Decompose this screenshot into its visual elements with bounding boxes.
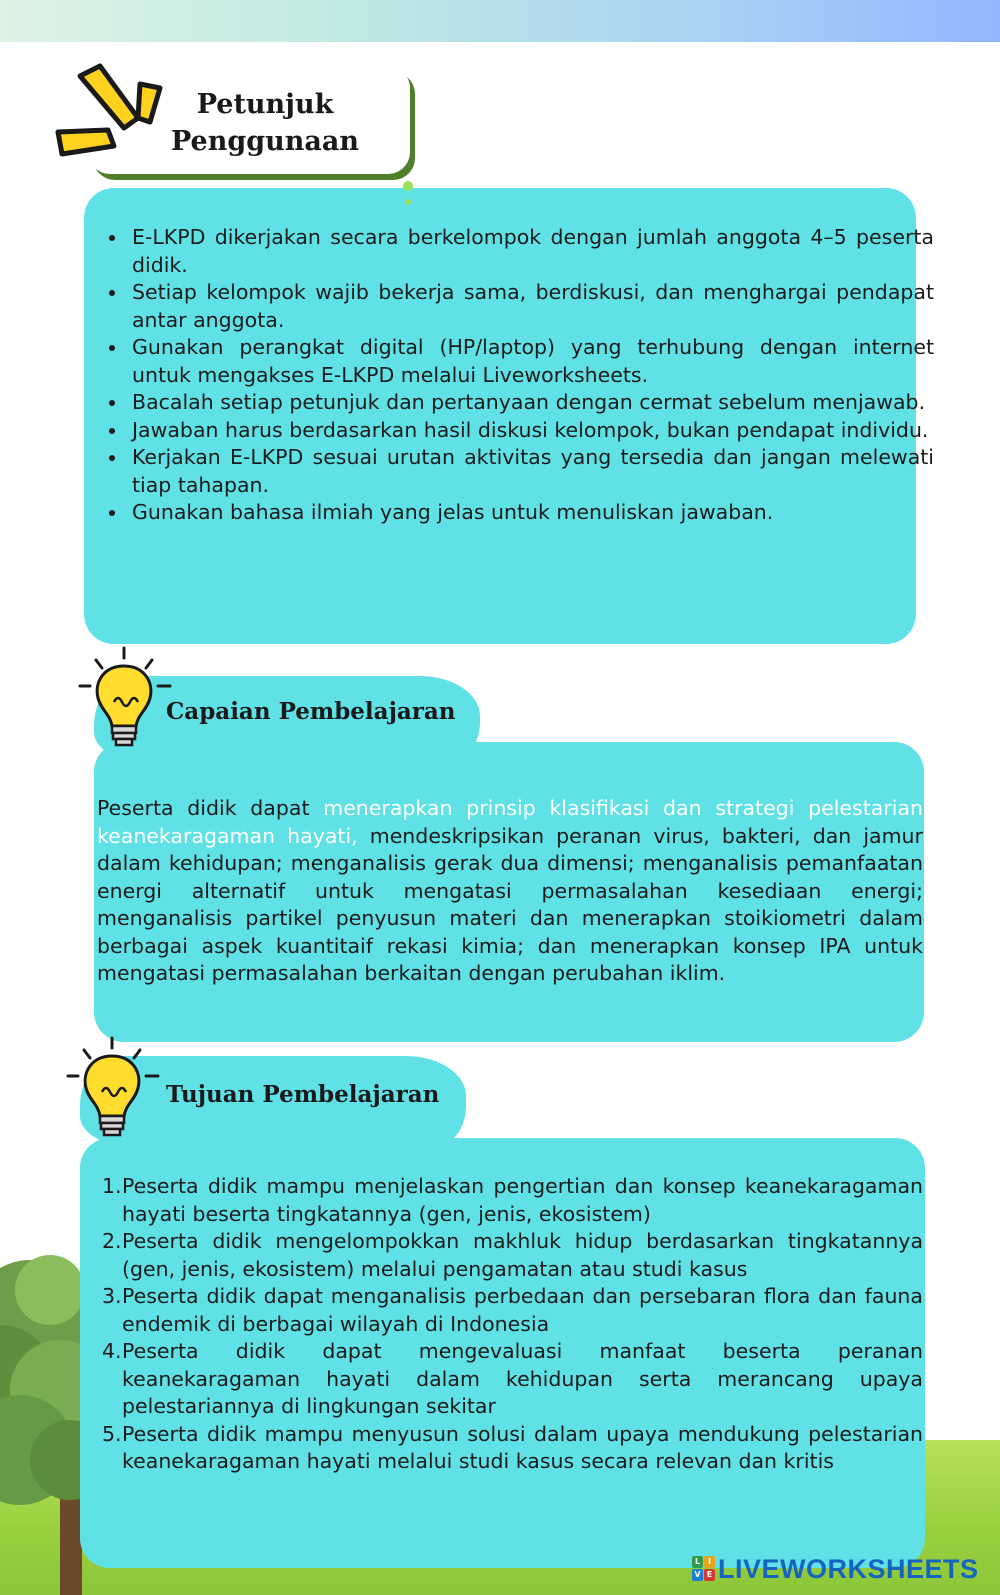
list-item-text: Peserta didik dapat menganalisis perbedaan dan persebaran flora dan fauna endemik di berbagai wilayah di Indonesia <box>122 1284 923 1336</box>
list-item-number: 3. <box>102 1284 122 1308</box>
list-item-text: Peserta didik mampu menyusun solusi dalam upaya mendukung pelestarian keanekaragaman hayati melalui studi kasus secara relevan dan kritis <box>122 1421 923 1473</box>
list-item: • Kerjakan E-LKPD sesuai urutan aktivitas yang tersedia dan jangan melewati tiap tahapan. <box>128 444 934 499</box>
petunjuk-title-line1: Petunjuk <box>196 89 334 120</box>
tujuan-title: Tujuan Pembelajaran <box>166 1081 440 1108</box>
lightbulb-icon <box>64 1036 164 1146</box>
list-item: • Bacalah setiap petunjuk dan pertanyaan dengan cermat sebelum menjawab. <box>128 389 934 417</box>
list-item-text: Peserta didik mampu menjelaskan pengertian dan konsep keanekaragaman hayati beserta tingkatannya (gen, jenis, ekosistem) <box>122 1174 923 1226</box>
list-item-number: 5. <box>102 1421 122 1446</box>
capaian-title: Capaian Pembelajaran <box>166 698 456 725</box>
list-item: • E-LKPD dikerjakan secara berkelompok dengan jumlah anggota 4–5 peserta didik. <box>128 224 934 279</box>
top-gradient-band <box>0 0 1000 42</box>
list-item: • Jawaban harus berdasarkan hasil diskusi kelompok, bukan pendapat individu. <box>128 417 934 445</box>
list-item-number: 4. <box>102 1339 122 1363</box>
tujuan-list <box>98 1173 923 1476</box>
petunjuk-list <box>106 224 934 527</box>
list-item: • Setiap kelompok wajib bekerja sama, berdiskusi, dan menghargai pendapat antar anggota. <box>128 279 934 334</box>
liveworksheets-mark-icon <box>692 1556 716 1582</box>
mark-letter: V <box>692 1569 703 1581</box>
capaian-text-before: Peserta didik dapat <box>97 796 324 820</box>
liveworksheets-wordmark: LIVEWORKSHEETS <box>718 1553 979 1584</box>
list-item: • Gunakan perangkat digital (HP/laptop) yang terhubung dengan internet untuk mengakses E-LKPD melalui Liveworksheets. <box>128 334 934 389</box>
mark-letter: E <box>704 1569 715 1581</box>
capaian-text-after: mendeskripsikan peranan virus, bakteri, dan jamur dalam kehidupan; menganalisis gerak dua dimensi; menganalisis pemanfaatan energi alternatif untuk mengatasi permasalahan kesediaan energi; menganalisis partikel penyusun materi dan menerapkan stoikiometri dalam berbagai aspek kuantitaif rekasi kimia; dan menerapkan konsep IPA untuk mengatasi permasalahan berkaitan dengan perubahan iklim. <box>97 823 923 985</box>
list-item <box>98 1283 923 1338</box>
list-item-text: Peserta didik mengelompokkan makhluk hidup berdasarkan tingkatannya (gen, jenis, ekosistem) melalui pengamatan atau studi kasus <box>122 1229 923 1281</box>
petunjuk-title-line2: Penggunaan <box>170 126 360 157</box>
connector-dots <box>402 180 414 210</box>
capaian-paragraph <box>97 795 923 988</box>
list-item: • Gunakan bahasa ilmiah yang jelas untuk menuliskan jawaban. <box>128 499 934 527</box>
lightbulb-icon <box>76 646 176 756</box>
petunjuk-title <box>150 86 380 160</box>
list-item <box>98 1421 923 1476</box>
mark-letter: I <box>704 1556 715 1568</box>
liveworksheets-logo[interactable] <box>692 1552 979 1586</box>
list-item-number: 1. <box>102 1174 122 1198</box>
list-item <box>98 1228 923 1283</box>
list-item <box>98 1173 923 1228</box>
mark-letter: L <box>692 1556 703 1568</box>
capaian-text-highlight: menerapkan prinsip klasifikasi dan strategi pelestarian keanekaragaman hayati, <box>97 796 924 848</box>
list-item-number: 2. <box>102 1229 122 1253</box>
list-item <box>98 1338 923 1421</box>
list-item-text: Peserta didik dapat mengevaluasi manfaat beserta peranan keanekaragaman hayati dalam kehidupan serta merancang upaya pelestariannya di lingkungan sekitar <box>122 1339 923 1418</box>
